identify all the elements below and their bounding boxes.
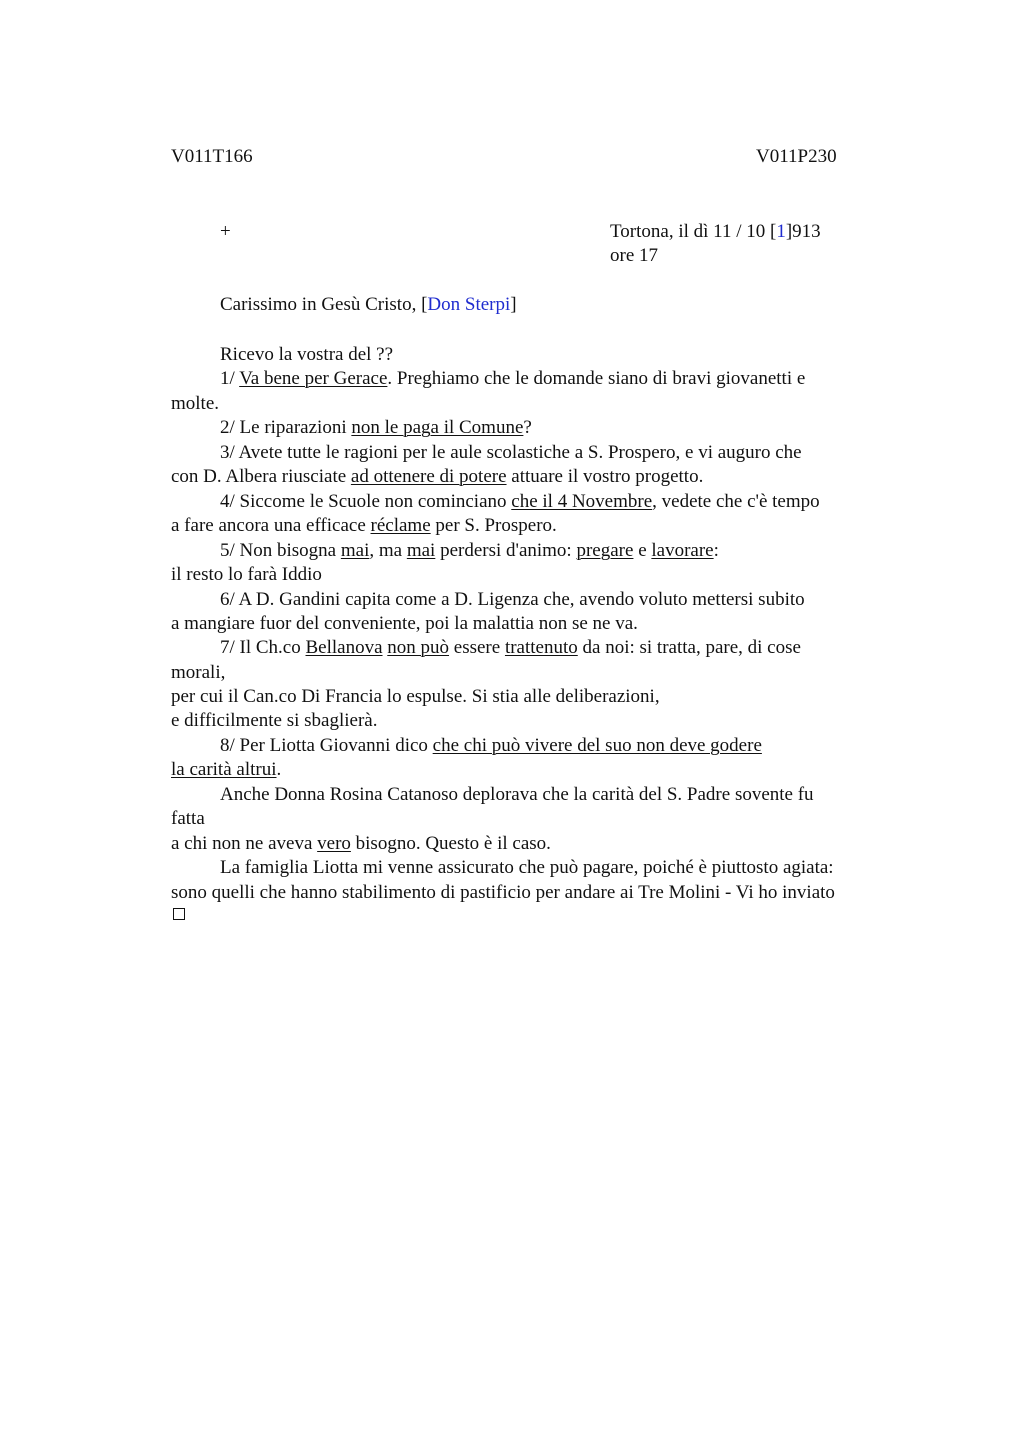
point-2 [220,416,532,440]
paragraph-catanoso-cont-2 [171,832,551,856]
salutation-suffix: ] [510,294,517,315]
point-2-underlined: non le paga il Comune [351,417,524,438]
point-1-number: 1/ [220,368,240,389]
salutation-prefix: Carissimo in Gesù Cristo, [ [220,294,428,315]
point-7-underlined-3: trattenuto [504,637,578,658]
point-4-underlined-2: réclame [370,515,431,536]
paragraph-catanoso-pre: a chi non ne aveva [171,833,318,854]
point-4-cont [171,514,557,538]
point-4-post: , vedete che c'è tempo [652,491,820,512]
point-1-text: . Preghiamo che le domande siano di bravi giovanetti e [387,368,806,389]
point-5-underlined-3: pregare [576,540,634,561]
point-8-post: . [276,759,282,780]
point-7-pre: 7/ Il Ch.co [220,637,306,658]
point-3-pre: con D. Albera riusciate [171,466,351,487]
point-4-pre: 4/ Siccome le Scuole non cominciano [220,491,512,512]
point-5-mid3: e [633,540,652,561]
point-5 [220,539,719,563]
point-4-pre2: a fare ancora una efficace [171,515,371,536]
point-3: 3/ Avete tutte le ragioni per le aule scolastiche a S. Prospero, e vi auguro che [220,442,802,463]
point-7-underlined-2: non può [387,637,450,658]
point-8-underlined-1: che chi può vivere del suo non deve godere [432,735,762,756]
intro-line: Ricevo la vostra del ?? [220,344,394,365]
point-5-underlined-1: mai [340,540,370,561]
paragraph-catanoso-underlined: vero [317,833,351,854]
point-5-mid1: , ma [369,540,407,561]
salutation [220,294,517,316]
point-7 [220,636,801,660]
point-8-pre: 8/ Per Liotta Giovanni dico [220,735,433,756]
year-rest: ]913 [785,221,821,242]
point-5-underlined-2: mai [406,540,436,561]
missing-glyph-box-icon [173,908,185,920]
cross-mark: + [220,221,231,242]
paragraph-catanoso: Anche Donna Rosina Catanoso deplorava che la carità del S. Padre sovente fu [220,784,814,805]
point-8-cont [171,758,281,782]
point-7-cont-3: e difficilmente si sbaglierà. [171,710,378,731]
point-8-underlined-2: la carità altrui [171,759,277,780]
document-code-right: V011P230 [756,146,837,167]
point-6: 6/ A D. Gandini capita come a D. Ligenza che, avendo voluto mettersi subito [220,589,805,610]
recipient-name: Don Sterpi [427,294,511,315]
letter-time: ore 17 [610,245,659,266]
point-5-post: : [713,540,719,561]
point-7-underlined-1: Bellanova [305,637,383,658]
point-7-cont-2: per cui il Can.co Di Francia lo espulse. Si stia alle deliberazioni, [171,686,660,707]
place-date-text: Tortona, il dì 11 / 10 [ [610,221,777,242]
point-5-mid2: perdersi d'animo: [435,540,577,561]
point-3-underlined: ad ottenere di potere [350,466,507,487]
document-code-left: V011T166 [171,146,253,167]
paragraph-liotta: La famiglia Liotta mi venne assicurato che può pagare, poiché è piuttosto agiata: [220,857,834,878]
point-4-underlined: che il 4 Novembre [511,491,653,512]
paragraph-liotta-cont: sono quelli che hanno stabilimento di pastificio per andare ai Tre Molini - Vi ho inviato [171,882,835,903]
point-5-underlined-4: lavorare [651,540,714,561]
year-correction: 1 [776,221,786,242]
point-5-cont: il resto lo farà Iddio [171,564,322,585]
paragraph-catanoso-cont-1: fatta [171,808,205,829]
point-3-cont [171,465,703,489]
point-7-mid: essere [449,637,505,658]
point-5-pre: 5/ Non bisogna [220,540,341,561]
point-4-post2: per S. Prospero. [430,515,557,536]
point-7-post: da noi: si tratta, pare, di cose [577,637,801,658]
place-date [610,221,821,243]
point-1-cont: molte. [171,393,220,414]
point-3-post: attuare il vostro progetto. [506,466,704,487]
point-8 [220,734,762,758]
point-4 [220,490,820,514]
point-1-underlined: Va bene per Gerace [239,368,388,389]
point-2-end: ? [523,417,532,438]
paragraph-catanoso-post: bisogno. Questo è il caso. [350,833,551,854]
point-1 [220,367,805,391]
point-7-cont-1: morali, [171,662,226,683]
point-2-text: 2/ Le riparazioni [220,417,352,438]
point-6-cont: a mangiare fuor del conveniente, poi la malattia non se ne va. [171,613,638,634]
